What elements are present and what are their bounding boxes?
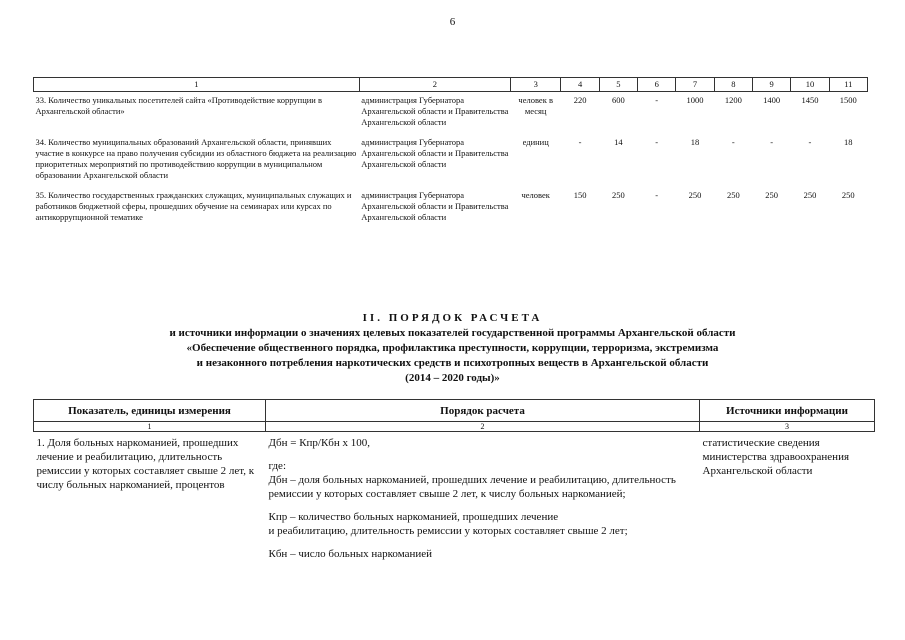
indicator-value: - [578, 137, 582, 147]
formula-definition [269, 510, 697, 538]
responsible-executor: администрация Губернатора Архангельской области и Правительства Архангельской области [361, 95, 509, 127]
column-number: 3 [510, 78, 560, 92]
table-row [34, 432, 875, 571]
column-number: 2 [359, 78, 510, 92]
indicator-value: 250 [726, 190, 740, 200]
formula: Дбн = Кпр/Кбн х 100, [268, 437, 371, 449]
calculation-method [266, 432, 700, 571]
column-number: 10 [791, 78, 829, 92]
section-heading [0, 311, 905, 386]
indicator-value: - [655, 137, 659, 147]
column-number: 6 [638, 78, 676, 92]
indicator-value: 18 [844, 137, 853, 147]
indicator-value: 250 [803, 190, 817, 200]
unit-of-measure: человек в месяц [518, 95, 553, 116]
indicator-name: 34. Количество муниципальных образований Архангельской области, принявших участие в конкурсе на право получения субсидии из областного бюджета на реализацию приоритетных мероприятий по противодействию коррупции в муниципальном образовании Архангельской области [35, 137, 357, 180]
definition-line: Кпр – количество больных наркоманией, прошедших лечение [268, 511, 559, 523]
section-subtitle-line: (2014 – 2020 годы)» [405, 372, 500, 384]
section-subtitle-line: «Обеспечение общественного порядка, профилактика преступности, коррупции, терроризма, экстремизма [186, 342, 719, 354]
indicator-value: 1200 [724, 95, 742, 105]
column-index-row [34, 422, 875, 432]
table-row [34, 136, 868, 189]
indicator-value: 250 [612, 190, 625, 200]
indicators-table-header [34, 78, 868, 92]
column-number: 5 [599, 78, 637, 92]
indicator-value: - [655, 190, 659, 200]
definition-line: и реабилитацию, длительность ремиссии у которых составляет свыше 2 лет; [268, 525, 628, 537]
formula-definition: Кбн – число больных наркоманией [268, 548, 433, 560]
indicator-value: 1500 [839, 95, 857, 105]
indicator-value: 1450 [801, 95, 819, 105]
column-number: 9 [752, 78, 790, 92]
indicator-value: 1400 [763, 95, 781, 105]
indicator-value: 250 [765, 190, 778, 200]
indicator-value: 220 [573, 95, 587, 105]
indicator-value: - [731, 137, 735, 147]
responsible-executor: администрация Губернатора Архангельской области и Правительства Архангельской области [361, 137, 509, 169]
column-number: 11 [829, 78, 867, 92]
indicator-value: - [655, 95, 659, 105]
indicator-value: 18 [690, 137, 700, 147]
indicator-value: 250 [688, 190, 702, 200]
indicator-value: - [808, 137, 812, 147]
indicators-table [33, 77, 868, 231]
header-sources: Источники информации [700, 400, 875, 422]
column-number: 1 [34, 422, 266, 432]
column-number: 3 [700, 422, 875, 432]
method-table-header [34, 400, 875, 422]
section-subtitle-line: и незаконного потребления наркотических средств и психотропных веществ в Архангельской области [196, 357, 709, 369]
column-number: 1 [34, 78, 360, 92]
unit-of-measure: единиц [522, 137, 549, 147]
information-source: статистические сведения министерства здравоохранения Архангельской области [702, 437, 850, 477]
indicator-value: - [770, 137, 774, 147]
column-number: 8 [714, 78, 752, 92]
column-number: 2 [266, 422, 700, 432]
indicator-name: 33. Количество уникальных посетителей сайта «Противодействие коррупции в Архангельской области» [35, 95, 322, 116]
column-number: 4 [561, 78, 599, 92]
page-number: 6 [449, 16, 456, 28]
responsible-executor: администрация Губернатора Архангельской области и Правительства Архангельской области [361, 190, 509, 222]
header-calculation: Порядок расчета [266, 400, 700, 422]
unit-of-measure: человек [521, 190, 550, 200]
column-number: 7 [676, 78, 714, 92]
header-indicator: Показатель, единицы измерения [34, 400, 266, 422]
indicator-value: 14 [614, 137, 623, 147]
section-subtitle-line: и источники информации о значениях целевых показателей государственной программы Архангельской области [169, 327, 736, 339]
indicator-name: 1. Доля больных наркоманией, прошедших лечение и реабилитацию, длительность ремиссии у которых составляет свыше 2 лет, к числу больных наркоманией, процентов [36, 437, 255, 491]
indicator-value: 250 [841, 190, 855, 200]
table-row [34, 92, 868, 137]
section-title: II. ПОРЯДОК РАСЧЕТА [362, 312, 543, 324]
indicator-name: 35. Количество государственных гражданских служащих, муниципальных служащих и работников бюджетной сферы, прошедших обучение на семинарах или курсах по антикоррупционной тематике [35, 190, 352, 222]
formula-definition: Дбн – доля больных наркоманией, прошедших лечение и реабилитацию, длительность ремиссии у которых составляет свыше 2 лет, к числу больных наркоманией; [268, 474, 676, 500]
indicator-value: 1000 [686, 95, 704, 105]
formula-where: где: [268, 460, 286, 472]
table-row [34, 189, 868, 231]
indicator-value: 150 [573, 190, 587, 200]
calculation-method-table [33, 399, 875, 570]
indicator-value: 600 [612, 95, 625, 105]
